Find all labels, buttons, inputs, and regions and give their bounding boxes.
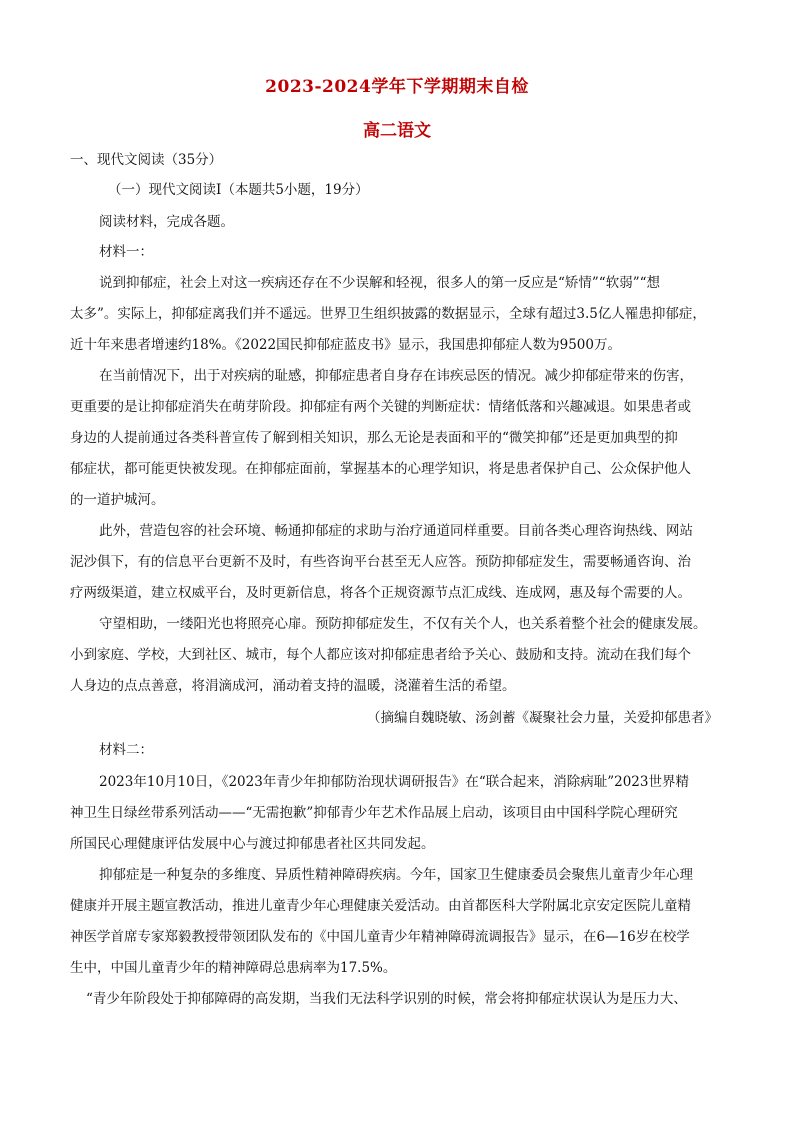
paragraph-line: 泥沙俱下，有的信息平台更新不及时，有些咨询平台甚至无人应答。预防抑郁症发生，需要畅通咨询、治 (70, 554, 691, 570)
paragraph-line: 更重要的是让抑郁症消失在萌芽阶段。抑郁症有两个关键的判断症状：情绪低落和兴趣减退。如果患者或 (70, 399, 691, 415)
paragraph-line: 此外，营造包容的社会环境、畅通抑郁症的求助与治疗通道同样重要。目前各类心理咨询热线、网站 (99, 523, 693, 539)
paragraph-line: 身边的人提前通过各类科普宣传了解到相关知识，那么无论是表面和平的“微笑抑郁”还是更加典型的抑 (70, 430, 678, 446)
section-heading: 一、现代文阅读（35分） (70, 152, 223, 168)
subsection-heading: （一）现代文阅读Ⅰ（本题共5小题，19分） (108, 182, 369, 198)
paragraph-line: “青少年阶段处于抑郁障碍的高发期，当我们无法科学识别的时候，常会将抑郁症状误认为是压力大、 (86, 991, 687, 1007)
paragraph-line: 神医学首席专家郑毅教授带领团队发布的《中国儿童青少年精神障碍流调报告》显示，在6—16岁在校学 (70, 929, 690, 945)
material-label: 材料一： (99, 244, 153, 260)
paragraph-line: 所国民心理健康评估发展中心与渡过抑郁患者社区共同发起。 (70, 836, 435, 852)
paragraph-line: 太多”。实际上，抑郁症离我们并不遥远。世界卫生组织披露的数据显示，全球有超过3.5亿人罹患抑郁症， (70, 306, 706, 322)
paragraph-line: 抑郁症是一种复杂的多维度、异质性精神障碍疾病。今年，国家卫生健康委员会聚焦儿童青少年心理 (99, 867, 693, 883)
paragraph-line: 健康并开展主题宣教活动，推进儿童青少年心理健康关爱活动。由首都医科大学附属北京安定医院儿童精 (70, 898, 691, 914)
exam-title: 2023-2024学年下学期期末自检 (265, 77, 529, 97)
paragraph-line: 2023年10月10日，《2023年青少年抑郁防治现状调研报告》在“联合起来，消除病耻”2023世界精 (99, 774, 689, 790)
paragraph-line: 在当前情况下，出于对疾病的耻感，抑郁症患者自身存在讳疾忌医的情况。减少抑郁症带来的伤害， (99, 368, 693, 384)
paragraph-line: 疗两级渠道，建立权威平台，及时更新信息，将各个正规资源节点汇成线、连成网，惠及每个需要的人。 (70, 585, 691, 601)
paragraph-line: 近十年来患者增速约18%。《2022国民抑郁症蓝皮书》显示，我国患抑郁症人数为9500万。 (70, 337, 621, 353)
paragraph-line: 小到家庭、学校，大到社区、城市，每个人都应该对抑郁症患者给予关心、鼓励和支持。流动在我们每个 (70, 647, 691, 663)
paragraph-line: 说到抑郁症，社会上对这一疾病还存在不少误解和轻视，很多人的第一反应是“矫情”“软弱”“想 (99, 275, 661, 291)
paragraph-line: 生中，中国儿童青少年的精神障碍总患病率为17.5%。 (70, 960, 397, 976)
source-citation: （摘编自魏晓敏、汤剑蓄《凝聚社会力量，关爱抑郁患者》 (367, 710, 718, 726)
paragraph-line: 的一道护城河。 (70, 492, 165, 508)
paragraph-line: 神卫生日绿丝带系列活动——“无需抱歉”抑郁青少年艺术作品展上启动，该项目由中国科学院心理研究 (70, 805, 678, 821)
instruction-text: 阅读材料，完成各题。 (99, 214, 234, 230)
paragraph-line: 人身边的点点善意，将涓滴成河，涌动着支持的温暖，浇灌着生活的希望。 (70, 678, 516, 694)
material-label: 材料二： (99, 742, 153, 758)
paragraph-line: 郁症状，都可能更快被发现。在抑郁症面前，掌握基本的心理学知识，将是患者保护自己、公众保护他人 (70, 461, 691, 477)
paragraph-line: 守望相助，一缕阳光也将照亮心扉。预防抑郁症发生，不仅有关个人，也关系着整个社会的健康发展。 (99, 616, 707, 632)
exam-subtitle: 高二语文 (363, 121, 431, 141)
